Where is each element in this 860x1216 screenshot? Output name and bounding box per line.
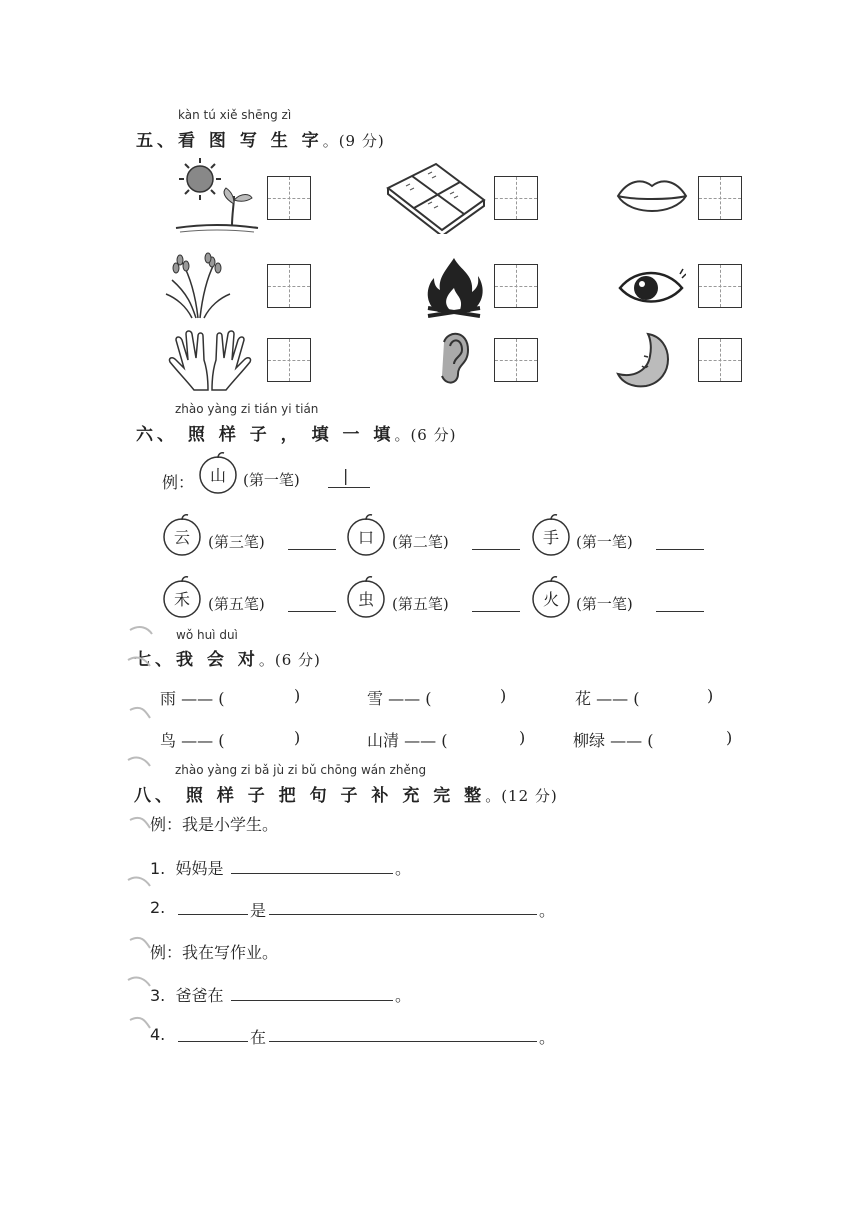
stroke-label: (第五笔) [208,595,265,613]
answer-grid-1[interactable] [267,176,311,220]
answer-grid-8[interactable] [494,338,538,382]
apple-char: 火 [542,590,559,609]
example-answer: | [343,466,349,485]
pair-3: 花 —— ( [575,689,640,708]
apple-char: 手 [542,528,559,547]
period: 。 [539,1028,556,1047]
sun-sprout-icon [172,154,262,234]
rice-plant-icon [162,250,234,320]
pair-close: ) [726,728,733,747]
question-4-mid: 在 [250,1028,267,1047]
answer-blank-q3[interactable] [231,1000,393,1001]
pair-4: 鸟 —— ( [160,731,225,750]
answer-grid-3[interactable] [698,176,742,220]
eye-icon [616,266,686,306]
apple-char: 口 [357,528,374,547]
pair-6: 柳绿 —— ( [573,731,654,750]
answer-blank-5[interactable] [472,611,520,612]
question-1: 1. 妈妈是 [150,859,224,878]
answer-grid-6[interactable] [698,264,742,308]
hands-icon [164,330,256,392]
ear-icon [436,330,472,386]
period: 。 [395,986,412,1005]
answer-blank-2[interactable] [472,549,520,550]
section5-pinyin: kàn tú xiě shēng zì [178,108,292,122]
fire-icon [420,252,488,320]
section8-title: 八、 照 样 子 把 句 子 补 充 完 整。(12 分) [134,786,558,806]
field-plots-icon [384,160,488,234]
section7-pinyin: wǒ huì duì [176,628,238,642]
answer-grid-5[interactable] [494,264,538,308]
example-answer-line [328,487,370,488]
answer-blank-q1[interactable] [231,873,393,874]
stroke-label: (第一笔) [576,595,633,613]
answer-blank-1[interactable] [288,549,336,550]
pair-1: 雨 —— ( [160,689,225,708]
apple-char: 禾 [173,590,190,609]
moon-icon [614,330,674,390]
stroke-label: (第五笔) [392,595,449,613]
section7-title: 七、我 会 对。(6 分) [134,650,321,670]
answer-grid-4[interactable] [267,264,311,308]
apple-char: 虫 [357,590,374,609]
stroke-label: (第一笔) [576,533,633,551]
pair-5: 山清 —— ( [367,731,448,750]
answer-grid-2[interactable] [494,176,538,220]
apple-char: 云 [173,528,190,547]
answer-blank-q4a[interactable] [178,1041,248,1042]
stroke-label: (第一笔) [243,471,300,489]
pair-close: ) [500,686,507,705]
section5-title: 五、看 图 写 生 字。(9 分) [136,131,385,151]
example-sentence-1: 例：我是小学生。 [150,815,279,834]
answer-blank-3[interactable] [656,549,704,550]
apple-char: 山 [209,466,226,485]
answer-blank-q2a[interactable] [178,914,248,915]
stroke-label: (第三笔) [208,533,265,551]
example-label: 例： [162,473,195,492]
question-3: 3. 爸爸在 [150,986,224,1005]
pair-close: ) [294,728,301,747]
answer-blank-q4b[interactable] [269,1041,537,1042]
question-2-mid: 是 [250,901,267,920]
pair-close: ) [294,686,301,705]
period: 。 [539,901,556,920]
pair-close: ) [519,728,526,747]
answer-blank-4[interactable] [288,611,336,612]
pair-2: 雪 —— ( [367,689,432,708]
section8-pinyin: zhào yàng zi bǎ jù zi bǔ chōng wán zhěng [175,763,427,777]
question-2-num: 2. [150,898,166,917]
example-sentence-2: 例：我在写作业。 [150,943,279,962]
lips-icon [614,172,690,220]
section6-pinyin: zhào yàng zi tián yi tián [175,402,319,416]
pair-close: ) [707,686,714,705]
period: 。 [395,859,412,878]
answer-grid-7[interactable] [267,338,311,382]
stroke-label: (第二笔) [392,533,449,551]
answer-blank-6[interactable] [656,611,704,612]
scan-artifact-marks [124,620,160,1050]
section6-title: 六、 照 样 子 ， 填 一 填。(6 分) [136,425,457,445]
answer-grid-9[interactable] [698,338,742,382]
question-4-num: 4. [150,1025,166,1044]
answer-blank-q2b[interactable] [269,914,537,915]
